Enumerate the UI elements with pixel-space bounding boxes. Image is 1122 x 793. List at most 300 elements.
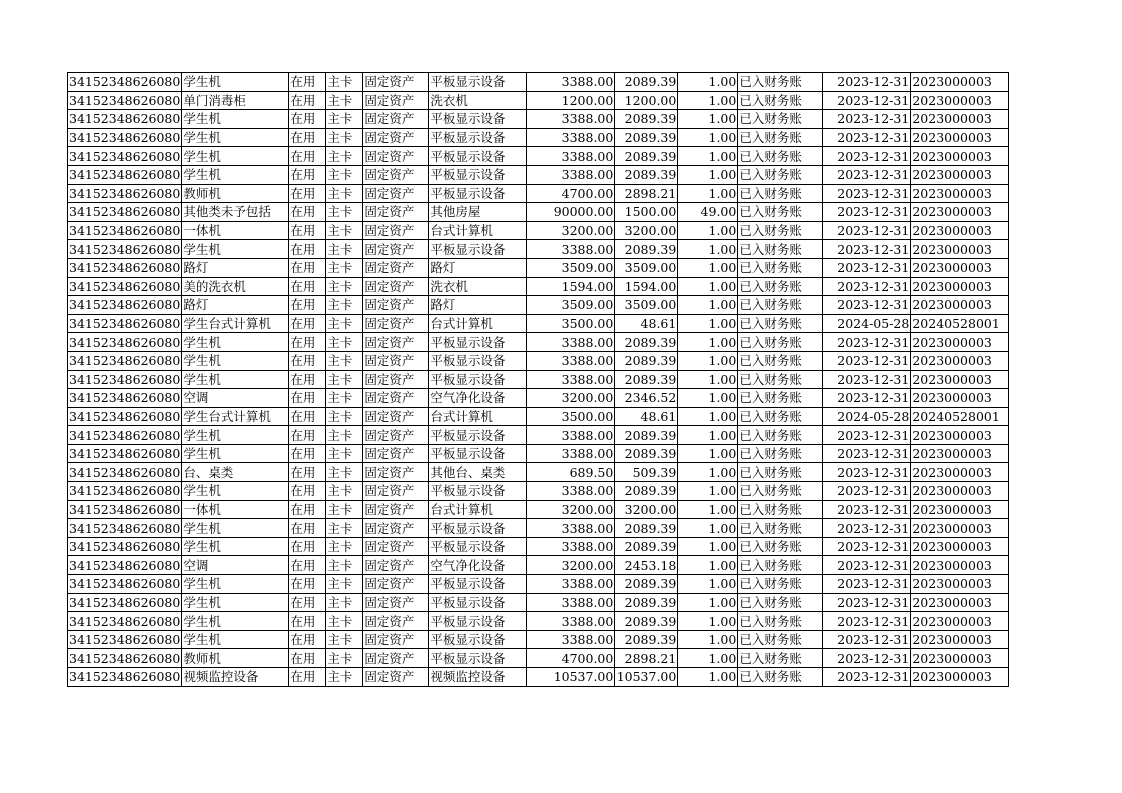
card-type-cell[interactable]: 主卡 xyxy=(326,110,363,129)
asset-class-cell[interactable]: 固定资产 xyxy=(363,184,429,203)
card-type-cell[interactable]: 主卡 xyxy=(326,482,363,501)
original-value-cell[interactable]: 3388.00 xyxy=(527,593,615,612)
status-cell[interactable]: 在用 xyxy=(289,389,326,408)
quantity-cell[interactable]: 1.00 xyxy=(678,537,738,556)
net-value-cell[interactable]: 1500.00 xyxy=(615,203,678,222)
card-type-cell[interactable]: 主卡 xyxy=(326,277,363,296)
card-type-cell[interactable]: 主卡 xyxy=(326,203,363,222)
asset-class-cell[interactable]: 固定资产 xyxy=(363,240,429,259)
asset-class-cell[interactable]: 固定资产 xyxy=(363,128,429,147)
voucher-no-cell[interactable]: 2023000003 xyxy=(911,221,1009,240)
net-value-cell[interactable]: 3200.00 xyxy=(615,221,678,240)
voucher-no-cell[interactable]: 2023000003 xyxy=(911,240,1009,259)
asset-name-cell[interactable]: 学生机 xyxy=(182,537,289,556)
quantity-cell[interactable]: 1.00 xyxy=(678,463,738,482)
booking-date-cell[interactable]: 2023-12-31 xyxy=(823,593,911,612)
original-value-cell[interactable]: 1200.00 xyxy=(527,91,615,110)
booking-date-cell[interactable]: 2023-12-31 xyxy=(823,463,911,482)
booking-status-cell[interactable]: 已入财务账 xyxy=(738,165,823,184)
net-value-cell[interactable]: 509.39 xyxy=(615,463,678,482)
net-value-cell[interactable]: 2089.39 xyxy=(615,240,678,259)
net-value-cell[interactable]: 2089.39 xyxy=(615,333,678,352)
asset-class-cell[interactable]: 固定资产 xyxy=(363,314,429,333)
asset-id-cell[interactable]: 34152348626080 xyxy=(69,632,181,648)
asset-class-cell[interactable]: 固定资产 xyxy=(363,463,429,482)
category-cell[interactable]: 平板显示设备 xyxy=(429,649,527,668)
original-value-cell[interactable]: 3200.00 xyxy=(527,556,615,575)
card-type-cell[interactable]: 主卡 xyxy=(326,668,363,687)
category-cell[interactable]: 台式计算机 xyxy=(429,407,527,426)
category-cell[interactable]: 平板显示设备 xyxy=(429,240,527,259)
asset-id-cell[interactable]: 34152348626080 xyxy=(69,260,181,276)
asset-id-cell[interactable]: 34152348626080 xyxy=(69,594,181,610)
asset-class-cell[interactable]: 固定资产 xyxy=(363,500,429,519)
voucher-no-cell[interactable]: 2023000003 xyxy=(911,482,1009,501)
status-cell[interactable]: 在用 xyxy=(289,556,326,575)
net-value-cell[interactable]: 10537.00 xyxy=(616,669,677,685)
asset-class-cell[interactable]: 固定资产 xyxy=(363,519,429,538)
original-value-cell[interactable]: 3388.00 xyxy=(527,482,615,501)
net-value-cell[interactable]: 2453.18 xyxy=(615,556,678,575)
quantity-cell[interactable]: 1.00 xyxy=(678,110,738,129)
card-type-cell[interactable]: 主卡 xyxy=(326,519,363,538)
net-value-cell[interactable]: 2089.39 xyxy=(615,630,678,649)
original-value-cell[interactable]: 3388.00 xyxy=(527,537,615,556)
voucher-no-cell[interactable]: 2023000003 xyxy=(911,426,1009,445)
original-value-cell[interactable]: 3388.00 xyxy=(527,73,615,92)
voucher-no-cell[interactable]: 20240528001 xyxy=(911,407,1009,426)
card-type-cell[interactable]: 主卡 xyxy=(326,612,363,631)
card-type-cell[interactable]: 主卡 xyxy=(326,351,363,370)
status-cell[interactable]: 在用 xyxy=(289,537,326,556)
asset-class-cell[interactable]: 固定资产 xyxy=(363,73,429,92)
asset-id-cell[interactable]: 34152348626080 xyxy=(69,74,181,90)
booking-status-cell[interactable]: 已入财务账 xyxy=(738,537,823,556)
voucher-no-cell[interactable]: 2023000003 xyxy=(911,668,1009,687)
net-value-cell[interactable]: 2089.39 xyxy=(615,165,678,184)
booking-status-cell[interactable]: 已入财务账 xyxy=(738,277,823,296)
asset-name-cell[interactable]: 学生机 xyxy=(182,612,289,631)
asset-class-cell[interactable]: 固定资产 xyxy=(363,407,429,426)
booking-date-cell[interactable]: 2023-12-31 xyxy=(823,184,911,203)
asset-name-cell[interactable]: 学生台式计算机 xyxy=(182,314,289,333)
category-cell[interactable]: 路灯 xyxy=(429,258,527,277)
booking-status-cell[interactable]: 已入财务账 xyxy=(738,426,823,445)
card-type-cell[interactable]: 主卡 xyxy=(326,184,363,203)
original-value-cell[interactable]: 90000.00 xyxy=(527,203,615,222)
quantity-cell[interactable]: 1.00 xyxy=(678,258,738,277)
asset-class-cell[interactable]: 固定资产 xyxy=(363,537,429,556)
asset-name-cell[interactable]: 教师机 xyxy=(182,649,289,668)
original-value-cell[interactable]: 3200.00 xyxy=(527,221,615,240)
quantity-cell[interactable]: 1.00 xyxy=(678,147,738,166)
asset-name-cell[interactable]: 学生机 xyxy=(182,147,289,166)
original-value-cell[interactable]: 3388.00 xyxy=(527,147,615,166)
category-cell[interactable]: 平板显示设备 xyxy=(429,519,527,538)
original-value-cell[interactable]: 10537.00 xyxy=(527,668,615,687)
asset-class-cell[interactable]: 固定资产 xyxy=(363,147,429,166)
asset-name-cell[interactable]: 一体机 xyxy=(182,500,289,519)
asset-id-cell[interactable]: 34152348626080 xyxy=(69,223,181,239)
status-cell[interactable]: 在用 xyxy=(289,91,326,110)
booking-status-cell[interactable]: 已入财务账 xyxy=(738,444,823,463)
card-type-cell[interactable]: 主卡 xyxy=(326,649,363,668)
booking-date-cell[interactable]: 2023-12-31 xyxy=(823,128,911,147)
booking-date-cell[interactable]: 2023-12-31 xyxy=(823,277,911,296)
booking-status-cell[interactable]: 已入财务账 xyxy=(738,630,823,649)
asset-id-cell[interactable]: 34152348626080 xyxy=(69,613,181,629)
quantity-cell[interactable]: 1.00 xyxy=(678,482,738,501)
category-cell[interactable]: 平板显示设备 xyxy=(429,537,527,556)
asset-name-cell[interactable]: 学生机 xyxy=(182,519,289,538)
asset-id-cell[interactable]: 34152348626080 xyxy=(69,483,181,499)
booking-status-cell[interactable]: 已入财务账 xyxy=(738,258,823,277)
quantity-cell[interactable]: 1.00 xyxy=(678,630,738,649)
quantity-cell[interactable]: 1.00 xyxy=(678,556,738,575)
asset-name-cell[interactable]: 学生机 xyxy=(182,575,289,594)
asset-class-cell[interactable]: 固定资产 xyxy=(363,221,429,240)
original-value-cell[interactable]: 3200.00 xyxy=(527,500,615,519)
net-value-cell[interactable]: 2089.39 xyxy=(615,351,678,370)
booking-date-cell[interactable]: 2023-12-31 xyxy=(823,165,911,184)
voucher-no-cell[interactable]: 2023000003 xyxy=(911,537,1009,556)
asset-id-cell[interactable]: 34152348626080 xyxy=(69,334,181,350)
booking-status-cell[interactable]: 已入财务账 xyxy=(738,649,823,668)
asset-class-cell[interactable]: 固定资产 xyxy=(363,444,429,463)
asset-class-cell[interactable]: 固定资产 xyxy=(363,91,429,110)
booking-date-cell[interactable]: 2023-12-31 xyxy=(823,668,911,687)
quantity-cell[interactable]: 1.00 xyxy=(678,277,738,296)
status-cell[interactable]: 在用 xyxy=(289,463,326,482)
voucher-no-cell[interactable]: 2023000003 xyxy=(911,444,1009,463)
original-value-cell[interactable]: 4700.00 xyxy=(527,184,615,203)
booking-status-cell[interactable]: 已入财务账 xyxy=(738,389,823,408)
asset-class-cell[interactable]: 固定资产 xyxy=(363,203,429,222)
asset-class-cell[interactable]: 固定资产 xyxy=(363,333,429,352)
category-cell[interactable]: 空气净化设备 xyxy=(429,389,527,408)
category-cell[interactable]: 洗衣机 xyxy=(429,277,527,296)
asset-class-cell[interactable]: 固定资产 xyxy=(363,612,429,631)
quantity-cell[interactable]: 1.00 xyxy=(678,184,738,203)
booking-date-cell[interactable]: 2023-12-31 xyxy=(823,444,911,463)
voucher-no-cell[interactable]: 2023000003 xyxy=(911,147,1009,166)
net-value-cell[interactable]: 2089.39 xyxy=(615,426,678,445)
asset-id-cell[interactable]: 34152348626080 xyxy=(69,371,181,387)
booking-status-cell[interactable]: 已入财务账 xyxy=(738,482,823,501)
quantity-cell[interactable]: 1.00 xyxy=(678,389,738,408)
original-value-cell[interactable]: 3200.00 xyxy=(527,389,615,408)
status-cell[interactable]: 在用 xyxy=(289,407,326,426)
asset-name-cell[interactable]: 一体机 xyxy=(182,221,289,240)
net-value-cell[interactable]: 2089.39 xyxy=(615,593,678,612)
booking-date-cell[interactable]: 2023-12-31 xyxy=(823,537,911,556)
card-type-cell[interactable]: 主卡 xyxy=(326,537,363,556)
asset-name-cell[interactable]: 学生机 xyxy=(182,444,289,463)
quantity-cell[interactable]: 1.00 xyxy=(678,519,738,538)
category-cell[interactable]: 平板显示设备 xyxy=(429,147,527,166)
booking-date-cell[interactable]: 2023-12-31 xyxy=(823,333,911,352)
asset-class-cell[interactable]: 固定资产 xyxy=(363,593,429,612)
asset-id-cell[interactable]: 34152348626080 xyxy=(69,539,181,555)
card-type-cell[interactable]: 主卡 xyxy=(326,221,363,240)
original-value-cell[interactable]: 3388.00 xyxy=(527,128,615,147)
booking-date-cell[interactable]: 2023-12-31 xyxy=(823,240,911,259)
booking-date-cell[interactable]: 2024-05-28 xyxy=(823,407,911,426)
asset-name-cell[interactable]: 台、桌类 xyxy=(182,463,289,482)
quantity-cell[interactable]: 1.00 xyxy=(678,612,738,631)
original-value-cell[interactable]: 3388.00 xyxy=(527,426,615,445)
asset-id-cell[interactable]: 34152348626080 xyxy=(69,316,181,332)
quantity-cell[interactable]: 1.00 xyxy=(678,668,738,687)
original-value-cell[interactable]: 3388.00 xyxy=(527,444,615,463)
status-cell[interactable]: 在用 xyxy=(289,147,326,166)
original-value-cell[interactable]: 3388.00 xyxy=(527,165,615,184)
category-cell[interactable]: 平板显示设备 xyxy=(429,444,527,463)
card-type-cell[interactable]: 主卡 xyxy=(326,333,363,352)
voucher-no-cell[interactable]: 20240528001 xyxy=(911,314,1009,333)
original-value-cell[interactable]: 3509.00 xyxy=(527,258,615,277)
status-cell[interactable]: 在用 xyxy=(289,444,326,463)
booking-status-cell[interactable]: 已入财务账 xyxy=(738,370,823,389)
status-cell[interactable]: 在用 xyxy=(289,314,326,333)
original-value-cell[interactable]: 3388.00 xyxy=(527,519,615,538)
voucher-no-cell[interactable]: 2023000003 xyxy=(911,110,1009,129)
voucher-no-cell[interactable]: 2023000003 xyxy=(911,351,1009,370)
asset-name-cell[interactable]: 学生机 xyxy=(182,110,289,129)
status-cell[interactable]: 在用 xyxy=(289,296,326,315)
asset-class-cell[interactable]: 固定资产 xyxy=(363,110,429,129)
asset-class-cell[interactable]: 固定资产 xyxy=(363,370,429,389)
category-cell[interactable]: 空气净化设备 xyxy=(429,556,527,575)
card-type-cell[interactable]: 主卡 xyxy=(326,444,363,463)
booking-status-cell[interactable]: 已入财务账 xyxy=(738,314,823,333)
category-cell[interactable]: 平板显示设备 xyxy=(429,351,527,370)
booking-status-cell[interactable]: 已入财务账 xyxy=(738,184,823,203)
booking-date-cell[interactable]: 2023-12-31 xyxy=(823,110,911,129)
category-cell[interactable]: 平板显示设备 xyxy=(429,110,527,129)
asset-name-cell[interactable]: 学生机 xyxy=(182,73,289,92)
card-type-cell[interactable]: 主卡 xyxy=(326,296,363,315)
asset-class-cell[interactable]: 固定资产 xyxy=(363,258,429,277)
voucher-no-cell[interactable]: 2023000003 xyxy=(911,556,1009,575)
status-cell[interactable]: 在用 xyxy=(289,370,326,389)
original-value-cell[interactable]: 3500.00 xyxy=(527,407,615,426)
category-cell[interactable]: 平板显示设备 xyxy=(429,575,527,594)
net-value-cell[interactable]: 48.61 xyxy=(615,314,678,333)
asset-id-cell[interactable]: 34152348626080 xyxy=(69,148,181,164)
status-cell[interactable]: 在用 xyxy=(289,277,326,296)
asset-class-cell[interactable]: 固定资产 xyxy=(363,277,429,296)
status-cell[interactable]: 在用 xyxy=(289,500,326,519)
asset-id-cell[interactable]: 34152348626080 xyxy=(69,501,181,517)
status-cell[interactable]: 在用 xyxy=(289,184,326,203)
voucher-no-cell[interactable]: 2023000003 xyxy=(911,165,1009,184)
original-value-cell[interactable]: 3500.00 xyxy=(527,314,615,333)
net-value-cell[interactable]: 2089.39 xyxy=(615,519,678,538)
asset-class-cell[interactable]: 固定资产 xyxy=(363,389,429,408)
card-type-cell[interactable]: 主卡 xyxy=(326,240,363,259)
booking-date-cell[interactable]: 2023-12-31 xyxy=(823,73,911,92)
category-cell[interactable]: 路灯 xyxy=(429,296,527,315)
quantity-cell[interactable]: 1.00 xyxy=(678,333,738,352)
category-cell[interactable]: 平板显示设备 xyxy=(429,612,527,631)
asset-name-cell[interactable]: 空调 xyxy=(182,556,289,575)
quantity-cell[interactable]: 1.00 xyxy=(678,500,738,519)
asset-name-cell[interactable]: 学生台式计算机 xyxy=(182,407,289,426)
asset-id-cell[interactable]: 34152348626080 xyxy=(69,390,181,406)
asset-class-cell[interactable]: 固定资产 xyxy=(363,426,429,445)
asset-id-cell[interactable]: 34152348626080 xyxy=(69,92,181,108)
asset-id-cell[interactable]: 34152348626080 xyxy=(69,520,181,536)
quantity-cell[interactable]: 1.00 xyxy=(678,314,738,333)
asset-class-cell[interactable]: 固定资产 xyxy=(363,575,429,594)
status-cell[interactable]: 在用 xyxy=(289,110,326,129)
asset-name-cell[interactable]: 学生机 xyxy=(182,240,289,259)
asset-name-cell[interactable]: 教师机 xyxy=(182,184,289,203)
original-value-cell[interactable]: 3388.00 xyxy=(527,333,615,352)
card-type-cell[interactable]: 主卡 xyxy=(326,593,363,612)
asset-class-cell[interactable]: 固定资产 xyxy=(363,556,429,575)
voucher-no-cell[interactable]: 2023000003 xyxy=(911,630,1009,649)
card-type-cell[interactable]: 主卡 xyxy=(326,500,363,519)
asset-name-cell[interactable]: 路灯 xyxy=(182,258,289,277)
net-value-cell[interactable]: 2089.39 xyxy=(615,482,678,501)
voucher-no-cell[interactable]: 2023000003 xyxy=(911,370,1009,389)
booking-status-cell[interactable]: 已入财务账 xyxy=(738,240,823,259)
category-cell[interactable]: 平板显示设备 xyxy=(429,482,527,501)
asset-id-cell[interactable]: 34152348626080 xyxy=(69,446,181,462)
original-value-cell[interactable]: 3388.00 xyxy=(527,575,615,594)
voucher-no-cell[interactable]: 2023000003 xyxy=(911,91,1009,110)
asset-name-cell[interactable]: 学生机 xyxy=(182,333,289,352)
net-value-cell[interactable]: 2346.52 xyxy=(615,389,678,408)
status-cell[interactable]: 在用 xyxy=(289,612,326,631)
asset-id-cell[interactable]: 34152348626080 xyxy=(69,557,181,573)
voucher-no-cell[interactable]: 2023000003 xyxy=(911,500,1009,519)
net-value-cell[interactable]: 2089.39 xyxy=(615,612,678,631)
quantity-cell[interactable]: 1.00 xyxy=(678,240,738,259)
category-cell[interactable]: 平板显示设备 xyxy=(429,184,527,203)
booking-status-cell[interactable]: 已入财务账 xyxy=(738,407,823,426)
original-value-cell[interactable]: 3388.00 xyxy=(527,612,615,631)
booking-status-cell[interactable]: 已入财务账 xyxy=(738,612,823,631)
category-cell[interactable]: 视频监控设备 xyxy=(429,668,527,687)
original-value-cell[interactable]: 3388.00 xyxy=(527,240,615,259)
original-value-cell[interactable]: 689.50 xyxy=(527,463,615,482)
category-cell[interactable]: 其他房屋 xyxy=(429,203,527,222)
asset-id-cell[interactable]: 34152348626080 xyxy=(69,204,181,220)
booking-status-cell[interactable]: 已入财务账 xyxy=(738,91,823,110)
quantity-cell[interactable]: 1.00 xyxy=(678,370,738,389)
booking-date-cell[interactable]: 2023-12-31 xyxy=(823,500,911,519)
booking-date-cell[interactable]: 2023-12-31 xyxy=(823,389,911,408)
category-cell[interactable]: 其他台、桌类 xyxy=(429,463,527,482)
voucher-no-cell[interactable]: 2023000003 xyxy=(911,184,1009,203)
booking-status-cell[interactable]: 已入财务账 xyxy=(738,221,823,240)
category-cell[interactable]: 平板显示设备 xyxy=(429,128,527,147)
category-cell[interactable]: 洗衣机 xyxy=(429,91,527,110)
quantity-cell[interactable]: 1.00 xyxy=(678,649,738,668)
booking-date-cell[interactable]: 2023-12-31 xyxy=(823,370,911,389)
status-cell[interactable]: 在用 xyxy=(289,519,326,538)
card-type-cell[interactable]: 主卡 xyxy=(326,91,363,110)
asset-class-cell[interactable]: 固定资产 xyxy=(363,668,429,687)
asset-id-cell[interactable]: 34152348626080 xyxy=(69,130,181,146)
status-cell[interactable]: 在用 xyxy=(289,649,326,668)
original-value-cell[interactable]: 4700.00 xyxy=(527,649,615,668)
status-cell[interactable]: 在用 xyxy=(289,73,326,92)
voucher-no-cell[interactable]: 2023000003 xyxy=(911,575,1009,594)
asset-id-cell[interactable]: 34152348626080 xyxy=(69,185,181,201)
voucher-no-cell[interactable]: 2023000003 xyxy=(911,277,1009,296)
quantity-cell[interactable]: 1.00 xyxy=(678,221,738,240)
booking-date-cell[interactable]: 2024-05-28 xyxy=(823,314,911,333)
quantity-cell[interactable]: 1.00 xyxy=(678,444,738,463)
net-value-cell[interactable]: 2089.39 xyxy=(615,110,678,129)
booking-date-cell[interactable]: 2023-12-31 xyxy=(823,147,911,166)
quantity-cell[interactable]: 1.00 xyxy=(678,351,738,370)
asset-name-cell[interactable]: 其他类未予包括 xyxy=(182,203,289,222)
net-value-cell[interactable]: 2089.39 xyxy=(615,128,678,147)
booking-status-cell[interactable]: 已入财务账 xyxy=(738,296,823,315)
net-value-cell[interactable]: 2898.21 xyxy=(615,184,678,203)
voucher-no-cell[interactable]: 2023000003 xyxy=(911,296,1009,315)
booking-date-cell[interactable]: 2023-12-31 xyxy=(823,203,911,222)
booking-status-cell[interactable]: 已入财务账 xyxy=(738,463,823,482)
category-cell[interactable]: 平板显示设备 xyxy=(429,165,527,184)
quantity-cell[interactable]: 1.00 xyxy=(678,426,738,445)
asset-name-cell[interactable]: 空调 xyxy=(182,389,289,408)
booking-date-cell[interactable]: 2023-12-31 xyxy=(823,612,911,631)
card-type-cell[interactable]: 主卡 xyxy=(326,389,363,408)
asset-name-cell[interactable]: 学生机 xyxy=(182,351,289,370)
card-type-cell[interactable]: 主卡 xyxy=(326,463,363,482)
booking-status-cell[interactable]: 已入财务账 xyxy=(738,668,823,687)
card-type-cell[interactable]: 主卡 xyxy=(326,314,363,333)
asset-name-cell[interactable]: 美的洗衣机 xyxy=(182,277,289,296)
asset-name-cell[interactable]: 路灯 xyxy=(182,296,289,315)
booking-status-cell[interactable]: 已入财务账 xyxy=(738,556,823,575)
asset-id-cell[interactable]: 34152348626080 xyxy=(69,297,181,313)
net-value-cell[interactable]: 2089.39 xyxy=(615,444,678,463)
net-value-cell[interactable]: 3509.00 xyxy=(615,258,678,277)
card-type-cell[interactable]: 主卡 xyxy=(326,575,363,594)
asset-name-cell[interactable]: 学生机 xyxy=(182,593,289,612)
net-value-cell[interactable]: 1594.00 xyxy=(615,277,678,296)
card-type-cell[interactable]: 主卡 xyxy=(326,370,363,389)
asset-class-cell[interactable]: 固定资产 xyxy=(363,296,429,315)
category-cell[interactable]: 台式计算机 xyxy=(429,500,527,519)
net-value-cell[interactable]: 2898.21 xyxy=(615,649,678,668)
asset-name-cell[interactable]: 学生机 xyxy=(182,165,289,184)
voucher-no-cell[interactable]: 2023000003 xyxy=(911,649,1009,668)
asset-id-cell[interactable]: 34152348626080 xyxy=(69,408,181,424)
asset-id-cell[interactable]: 34152348626080 xyxy=(69,427,181,443)
booking-status-cell[interactable]: 已入财务账 xyxy=(738,73,823,92)
original-value-cell[interactable]: 1594.00 xyxy=(527,277,615,296)
status-cell[interactable]: 在用 xyxy=(289,630,326,649)
voucher-no-cell[interactable]: 2023000003 xyxy=(911,258,1009,277)
asset-class-cell[interactable]: 固定资产 xyxy=(363,482,429,501)
quantity-cell[interactable]: 1.00 xyxy=(678,593,738,612)
quantity-cell[interactable]: 1.00 xyxy=(678,128,738,147)
card-type-cell[interactable]: 主卡 xyxy=(326,128,363,147)
asset-class-cell[interactable]: 固定资产 xyxy=(363,630,429,649)
asset-class-cell[interactable]: 固定资产 xyxy=(363,165,429,184)
asset-id-cell[interactable]: 34152348626080 xyxy=(69,669,181,685)
card-type-cell[interactable]: 主卡 xyxy=(326,556,363,575)
voucher-no-cell[interactable]: 2023000003 xyxy=(911,389,1009,408)
